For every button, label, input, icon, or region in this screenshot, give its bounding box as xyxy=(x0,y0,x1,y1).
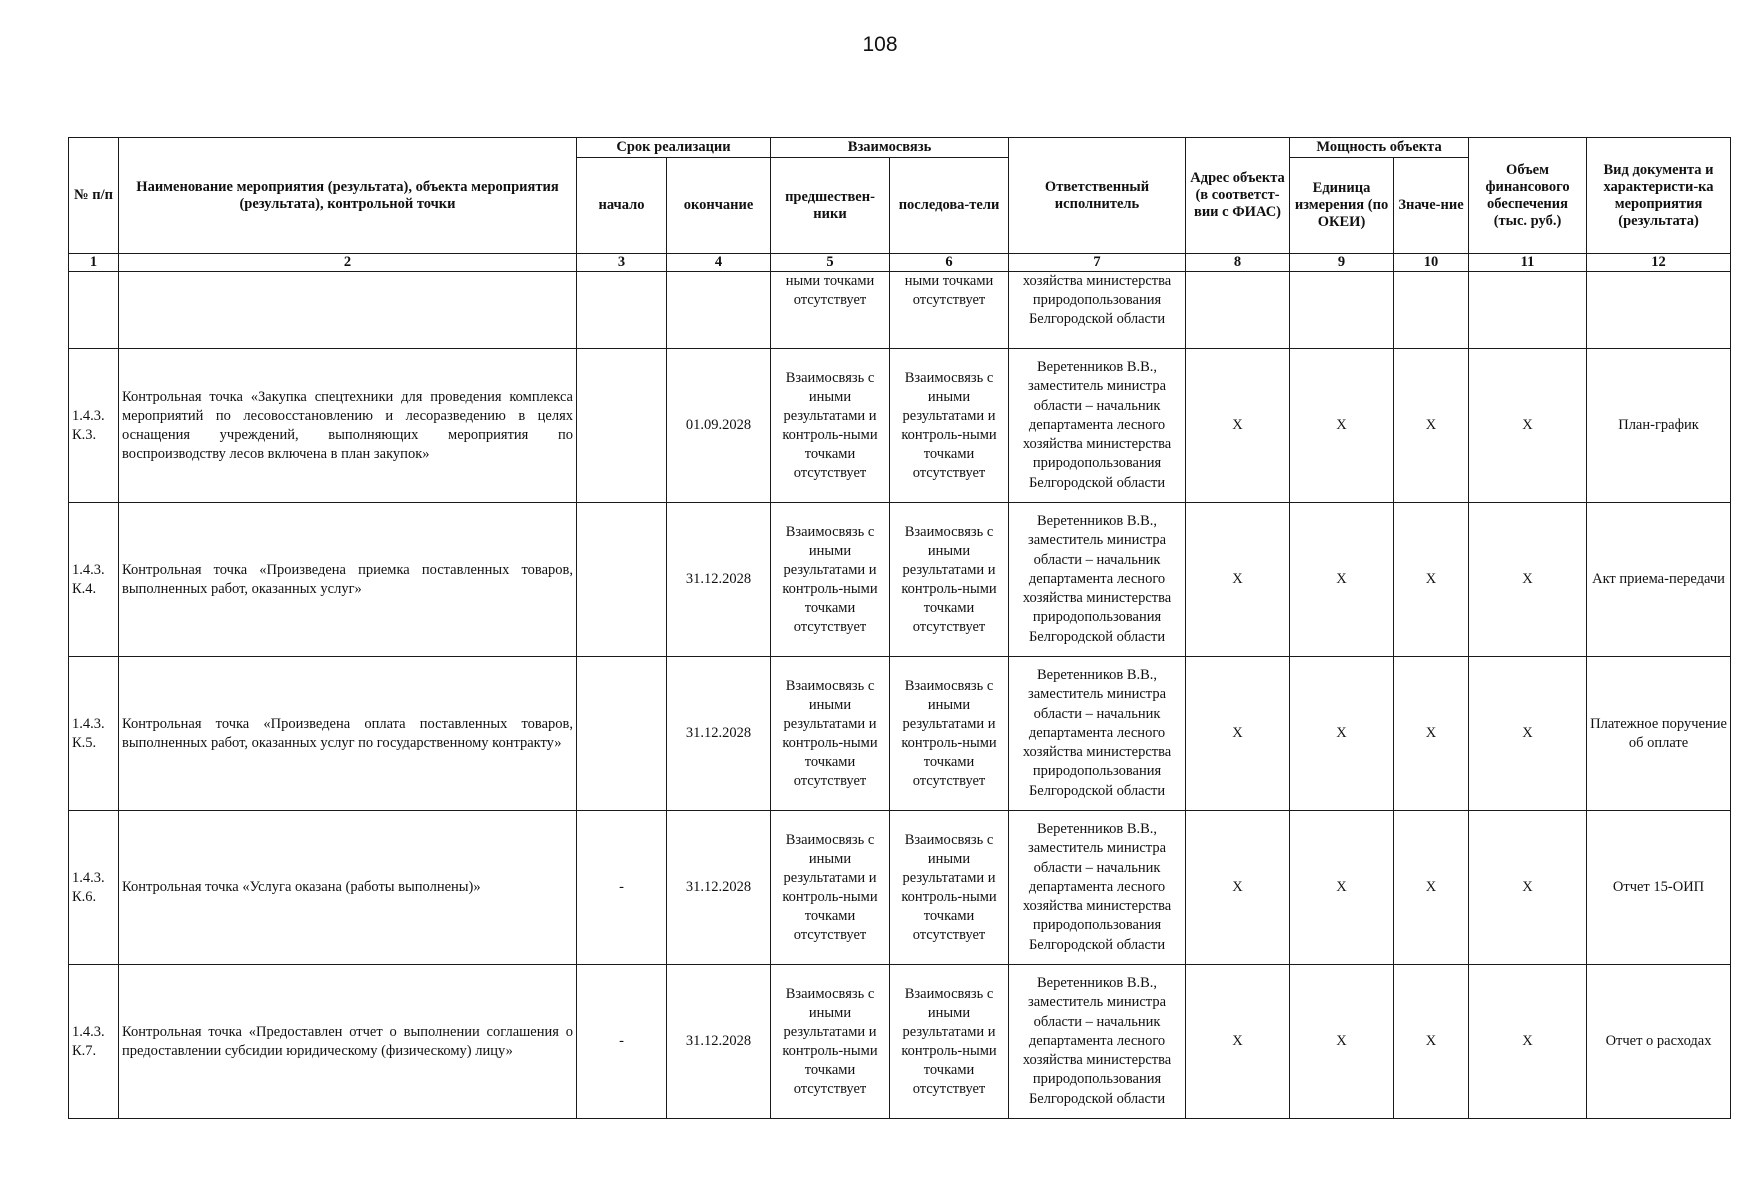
cell-num: 1.4.3. К.7. xyxy=(69,965,119,1119)
cell-name xyxy=(119,272,577,349)
cell-unit: X xyxy=(1290,657,1394,811)
cell-end: 31.12.2028 xyxy=(667,657,771,811)
cell-unit: X xyxy=(1290,349,1394,503)
column-number: 9 xyxy=(1290,254,1394,272)
cell-num xyxy=(69,272,119,349)
cell-start xyxy=(577,272,667,349)
cell-end: 31.12.2028 xyxy=(667,503,771,657)
column-number: 4 xyxy=(667,254,771,272)
cell-predecessors: Взаимосвязь с иными результатами и контроль-ными точками отсутствует xyxy=(771,349,890,503)
table-row xyxy=(69,811,1731,965)
plan-table xyxy=(68,137,1731,1119)
cell-document: Отчет 15-ОИП xyxy=(1587,811,1731,965)
cell-document xyxy=(1587,272,1731,349)
cell-value: X xyxy=(1394,349,1469,503)
cell-document: План-график xyxy=(1587,349,1731,503)
column-number: 8 xyxy=(1186,254,1290,272)
header-financing: Объем финансового обеспечения (тыс. руб.) xyxy=(1469,138,1587,254)
cell-start: - xyxy=(577,965,667,1119)
table-row-continuation xyxy=(69,272,1731,349)
cell-value: X xyxy=(1394,811,1469,965)
cell-address xyxy=(1186,272,1290,349)
cell-value: X xyxy=(1394,657,1469,811)
header-num: № п/п xyxy=(69,138,119,254)
page-number: 108 xyxy=(862,33,898,56)
table-row xyxy=(69,349,1731,503)
header-link-group: Взаимосвязь xyxy=(771,138,1009,158)
cell-name: Контрольная точка «Услуга оказана (работы выполнены)» xyxy=(119,811,577,965)
cell-document: Акт приема-передачи xyxy=(1587,503,1731,657)
cell-successors: Взаимосвязь с иными результатами и контроль-ными точками отсутствует xyxy=(890,349,1009,503)
header-power-group: Мощность объекта xyxy=(1290,138,1469,158)
column-number: 5 xyxy=(771,254,890,272)
cell-successors: Взаимосвязь с иными результатами и контроль-ными точками отсутствует xyxy=(890,503,1009,657)
cell-end xyxy=(667,272,771,349)
header-term-group: Срок реализации xyxy=(577,138,771,158)
cell-document: Платежное поручение об оплате xyxy=(1587,657,1731,811)
header-start: начало xyxy=(577,158,667,254)
cell-predecessors: Взаимосвязь с иными результатами и контроль-ными точками отсутствует xyxy=(771,811,890,965)
cell-successors: Взаимосвязь с иными результатами и контроль-ными точками отсутствует xyxy=(890,965,1009,1119)
header-predecessors: предшествен-ники xyxy=(771,158,890,254)
cell-start xyxy=(577,349,667,503)
cell-address: X xyxy=(1186,657,1290,811)
cell-financing: X xyxy=(1469,349,1587,503)
column-number: 12 xyxy=(1587,254,1731,272)
header-value: Значе-ние xyxy=(1394,158,1469,254)
column-number: 7 xyxy=(1009,254,1186,272)
column-number: 11 xyxy=(1469,254,1587,272)
cell-predecessors: Взаимосвязь с иными результатами и контроль-ными точками отсутствует xyxy=(771,503,890,657)
cell-responsible: Веретенников В.В., заместитель министра области – начальник департамента лесного хозяйства министерства природопользования Белгородской области xyxy=(1009,503,1186,657)
cell-name: Контрольная точка «Предоставлен отчет о выполнении соглашения о предоставлении субсидии юридическому (физическому) лицу» xyxy=(119,965,577,1119)
cell-responsible: Веретенников В.В., заместитель министра области – начальник департамента лесного хозяйства министерства природопользования Белгородской области xyxy=(1009,965,1186,1119)
cell-name: Контрольная точка «Произведена приемка поставленных товаров, выполненных работ, оказанных услуг» xyxy=(119,503,577,657)
column-number: 2 xyxy=(119,254,577,272)
header-name: Наименование мероприятия (результата), объекта мероприятия (результата), контрольной точки xyxy=(119,138,577,254)
cell-financing: X xyxy=(1469,503,1587,657)
cell-end: 31.12.2028 xyxy=(667,811,771,965)
cell-unit: X xyxy=(1290,965,1394,1119)
header-end: окончание xyxy=(667,158,771,254)
cell-value: X xyxy=(1394,965,1469,1119)
column-number: 3 xyxy=(577,254,667,272)
cell-value: X xyxy=(1394,503,1469,657)
cell-unit: X xyxy=(1290,503,1394,657)
cell-financing: X xyxy=(1469,811,1587,965)
cell-unit: X xyxy=(1290,811,1394,965)
table-row xyxy=(69,657,1731,811)
cell-num: 1.4.3. К.5. xyxy=(69,657,119,811)
cell-financing: X xyxy=(1469,657,1587,811)
cell-start xyxy=(577,657,667,811)
cell-name: Контрольная точка «Закупка спецтехники для проведения комплекса мероприятий по лесовосстановлению и лесоразведению в целях оснащения учреждений, выполняющих мероприятия по воспроизводству лесов включена в план закупок» xyxy=(119,349,577,503)
cell-unit xyxy=(1290,272,1394,349)
header-address: Адрес объекта (в соответст-вии с ФИАС) xyxy=(1186,138,1290,254)
cell-address: X xyxy=(1186,349,1290,503)
column-number: 10 xyxy=(1394,254,1469,272)
cell-address: X xyxy=(1186,965,1290,1119)
cell-financing xyxy=(1469,272,1587,349)
cell-address: X xyxy=(1186,503,1290,657)
header-responsible: Ответственный исполнитель xyxy=(1009,138,1186,254)
header-successors: последова-тели xyxy=(890,158,1009,254)
cell-start: - xyxy=(577,811,667,965)
cell-num: 1.4.3. К.4. xyxy=(69,503,119,657)
cell-num: 1.4.3. К.3. xyxy=(69,349,119,503)
cell-financing: X xyxy=(1469,965,1587,1119)
cell-end: 01.09.2028 xyxy=(667,349,771,503)
cell-responsible: хозяйства министерства природопользования Белгородской области xyxy=(1009,272,1186,349)
cell-successors: Взаимосвязь с иными результатами и контроль-ными точками отсутствует xyxy=(890,811,1009,965)
cell-name: Контрольная точка «Произведена оплата поставленных товаров, выполненных работ, оказанных услуг по государственному контракту» xyxy=(119,657,577,811)
column-number: 6 xyxy=(890,254,1009,272)
cell-start xyxy=(577,503,667,657)
column-number: 1 xyxy=(69,254,119,272)
cell-num: 1.4.3. К.6. xyxy=(69,811,119,965)
table-row xyxy=(69,503,1731,657)
cell-responsible: Веретенников В.В., заместитель министра области – начальник департамента лесного хозяйства министерства природопользования Белгородской области xyxy=(1009,349,1186,503)
cell-successors: Взаимосвязь с иными результатами и контроль-ными точками отсутствует xyxy=(890,657,1009,811)
cell-document: Отчет о расходах xyxy=(1587,965,1731,1119)
cell-responsible: Веретенников В.В., заместитель министра области – начальник департамента лесного хозяйства министерства природопользования Белгородской области xyxy=(1009,657,1186,811)
cell-predecessors: Взаимосвязь с иными результатами и контроль-ными точками отсутствует xyxy=(771,657,890,811)
cell-responsible: Веретенников В.В., заместитель министра области – начальник департамента лесного хозяйства министерства природопользования Белгородской области xyxy=(1009,811,1186,965)
cell-end: 31.12.2028 xyxy=(667,965,771,1119)
cell-predecessors: ными точками отсутствует xyxy=(771,272,890,349)
header-unit: Единица измерения (по ОКЕИ) xyxy=(1290,158,1394,254)
cell-predecessors: Взаимосвязь с иными результатами и контроль-ными точками отсутствует xyxy=(771,965,890,1119)
cell-value xyxy=(1394,272,1469,349)
table-row xyxy=(69,965,1731,1119)
header-document: Вид документа и характеристи-ка мероприятия (результата) xyxy=(1587,138,1731,254)
cell-successors: ными точками отсутствует xyxy=(890,272,1009,349)
cell-address: X xyxy=(1186,811,1290,965)
